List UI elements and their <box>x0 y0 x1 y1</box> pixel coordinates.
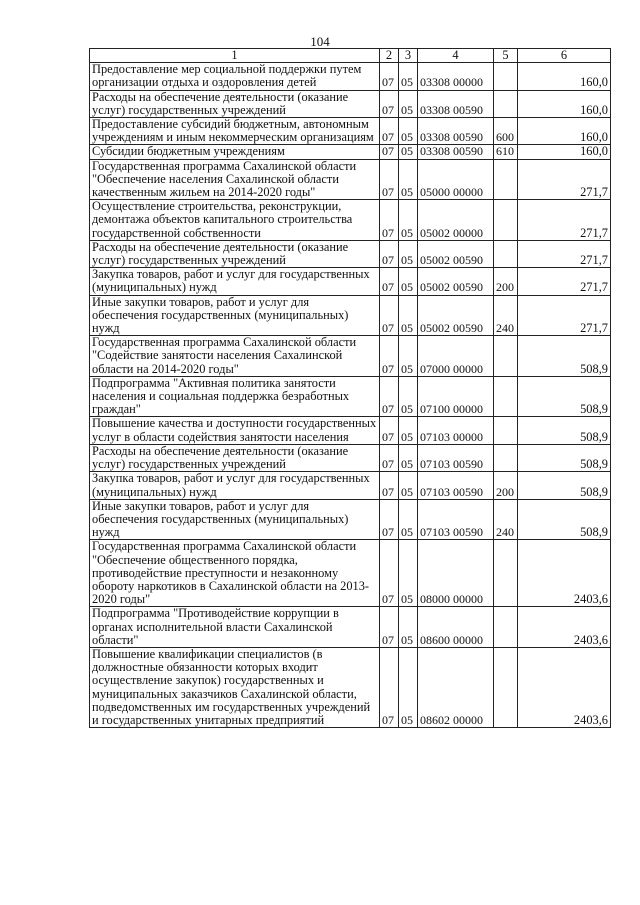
row-name-cell: Предоставление субсидий бюджетным, автономным учреждениям и иным некоммерческим организациям <box>90 118 380 145</box>
row-subsection-cell: 05 <box>399 376 418 417</box>
table-row <box>90 336 611 377</box>
row-subsection-cell: 05 <box>399 647 418 727</box>
row-name-cell: Повышение качества и доступности государственных услуг в области содействия занятости населения <box>90 417 380 444</box>
header-col-5: 5 <box>494 49 518 63</box>
row-amount-cell: 508,9 <box>518 417 611 444</box>
table-row <box>90 295 611 336</box>
row-name-cell: Расходы на обеспечение деятельности (оказание услуг) государственных учреждений <box>90 240 380 267</box>
row-amount-cell: 2403,6 <box>518 607 611 648</box>
row-name-cell: Подпрограмма "Активная политика занятости населения и социальная поддержка безработных граждан" <box>90 376 380 417</box>
row-name-cell: Закупка товаров, работ и услуг для государственных (муниципальных) нужд <box>90 268 380 295</box>
table-row <box>90 268 611 295</box>
row-expense-type-cell: 240 <box>494 295 518 336</box>
row-expense-type-cell <box>494 647 518 727</box>
row-section-cell: 07 <box>380 200 399 241</box>
row-target-article-cell: 07103 00590 <box>418 499 494 540</box>
row-section-cell: 07 <box>380 647 399 727</box>
row-section-cell: 07 <box>380 159 399 200</box>
row-name-cell: Повышение квалификации специалистов (в должностные обязанности которых входит осуществление закупок) государственных и муниципальных заказчиков Сахалинской области, подведомственных им государственных учреждений и государственных унитарных предприятий <box>90 647 380 727</box>
row-section-cell: 07 <box>380 145 399 159</box>
row-target-article-cell: 03308 00590 <box>418 118 494 145</box>
table-row <box>90 159 611 200</box>
row-subsection-cell: 05 <box>399 159 418 200</box>
row-amount-cell: 508,9 <box>518 376 611 417</box>
row-section-cell: 07 <box>380 499 399 540</box>
table-body <box>90 63 611 728</box>
row-name-cell: Иные закупки товаров, работ и услуг для обеспечения государственных (муниципальных) нужд <box>90 295 380 336</box>
row-target-article-cell: 03308 00590 <box>418 90 494 117</box>
table-row <box>90 200 611 241</box>
row-subsection-cell: 05 <box>399 472 418 499</box>
header-col-6: 6 <box>518 49 611 63</box>
row-amount-cell: 508,9 <box>518 336 611 377</box>
row-target-article-cell: 05000 00000 <box>418 159 494 200</box>
row-amount-cell: 508,9 <box>518 444 611 471</box>
row-target-article-cell: 08602 00000 <box>418 647 494 727</box>
row-section-cell: 07 <box>380 336 399 377</box>
row-amount-cell: 160,0 <box>518 118 611 145</box>
table-row <box>90 540 611 607</box>
row-name-cell: Подпрограмма "Противодействие коррупции в органах исполнительной власти Сахалинской области" <box>90 607 380 648</box>
row-section-cell: 07 <box>380 607 399 648</box>
row-expense-type-cell <box>494 607 518 648</box>
table-row <box>90 90 611 117</box>
row-expense-type-cell <box>494 336 518 377</box>
row-expense-type-cell <box>494 200 518 241</box>
row-expense-type-cell <box>494 540 518 607</box>
row-expense-type-cell: 200 <box>494 472 518 499</box>
row-name-cell: Предоставление мер социальной поддержки путем организации отдыха и оздоровления детей <box>90 63 380 90</box>
row-expense-type-cell <box>494 444 518 471</box>
row-section-cell: 07 <box>380 240 399 267</box>
row-section-cell: 07 <box>380 118 399 145</box>
row-target-article-cell: 07103 00590 <box>418 472 494 499</box>
table-row <box>90 118 611 145</box>
row-name-cell: Субсидии бюджетным учреждениям <box>90 145 380 159</box>
row-target-article-cell: 07103 00000 <box>418 417 494 444</box>
row-section-cell: 07 <box>380 90 399 117</box>
table-row <box>90 145 611 159</box>
row-amount-cell: 271,7 <box>518 268 611 295</box>
row-name-cell: Государственная программа Сахалинской области "Содействие занятости населения Сахалинской области на 2014-2020 годы" <box>90 336 380 377</box>
page-number: 104 <box>310 34 330 49</box>
table-row <box>90 499 611 540</box>
row-expense-type-cell <box>494 376 518 417</box>
row-section-cell: 07 <box>380 540 399 607</box>
row-amount-cell: 508,9 <box>518 499 611 540</box>
table-row <box>90 607 611 648</box>
row-amount-cell: 160,0 <box>518 145 611 159</box>
table-header-row <box>90 49 611 63</box>
header-col-2: 2 <box>380 49 399 63</box>
row-section-cell: 07 <box>380 268 399 295</box>
row-target-article-cell: 05002 00590 <box>418 268 494 295</box>
row-expense-type-cell <box>494 63 518 90</box>
row-expense-type-cell: 610 <box>494 145 518 159</box>
row-target-article-cell: 08600 00000 <box>418 607 494 648</box>
row-subsection-cell: 05 <box>399 417 418 444</box>
row-target-article-cell: 07103 00590 <box>418 444 494 471</box>
row-name-cell: Иные закупки товаров, работ и услуг для обеспечения государственных (муниципальных) нужд <box>90 499 380 540</box>
row-target-article-cell: 05002 00000 <box>418 200 494 241</box>
row-subsection-cell: 05 <box>399 336 418 377</box>
row-amount-cell: 271,7 <box>518 200 611 241</box>
row-subsection-cell: 05 <box>399 607 418 648</box>
header-col-1: 1 <box>90 49 380 63</box>
row-target-article-cell: 08000 00000 <box>418 540 494 607</box>
row-subsection-cell: 05 <box>399 499 418 540</box>
row-amount-cell: 271,7 <box>518 295 611 336</box>
header-col-3: 3 <box>399 49 418 63</box>
row-name-cell: Закупка товаров, работ и услуг для государственных (муниципальных) нужд <box>90 472 380 499</box>
row-section-cell: 07 <box>380 376 399 417</box>
row-name-cell: Расходы на обеспечение деятельности (оказание услуг) государственных учреждений <box>90 90 380 117</box>
row-expense-type-cell <box>494 240 518 267</box>
row-section-cell: 07 <box>380 417 399 444</box>
row-subsection-cell: 05 <box>399 444 418 471</box>
row-subsection-cell: 05 <box>399 90 418 117</box>
row-subsection-cell: 05 <box>399 145 418 159</box>
table-row <box>90 472 611 499</box>
header-col-4: 4 <box>418 49 494 63</box>
row-target-article-cell: 07000 00000 <box>418 336 494 377</box>
row-expense-type-cell: 600 <box>494 118 518 145</box>
row-subsection-cell: 05 <box>399 63 418 90</box>
row-subsection-cell: 05 <box>399 200 418 241</box>
row-amount-cell: 160,0 <box>518 90 611 117</box>
row-amount-cell: 2403,6 <box>518 647 611 727</box>
row-section-cell: 07 <box>380 295 399 336</box>
row-subsection-cell: 05 <box>399 268 418 295</box>
row-expense-type-cell <box>494 159 518 200</box>
row-target-article-cell: 07100 00000 <box>418 376 494 417</box>
row-section-cell: 07 <box>380 472 399 499</box>
row-expense-type-cell: 200 <box>494 268 518 295</box>
row-amount-cell: 508,9 <box>518 472 611 499</box>
table-row <box>90 647 611 727</box>
row-subsection-cell: 05 <box>399 295 418 336</box>
row-name-cell: Осуществление строительства, реконструкции, демонтажа объектов капитального строительства государственной собственности <box>90 200 380 241</box>
row-name-cell: Государственная программа Сахалинской области "Обеспечение населения Сахалинской области качественным жильем на 2014-2020 годы" <box>90 159 380 200</box>
table-row <box>90 444 611 471</box>
table-row <box>90 417 611 444</box>
row-amount-cell: 271,7 <box>518 240 611 267</box>
row-target-article-cell: 05002 00590 <box>418 295 494 336</box>
row-amount-cell: 271,7 <box>518 159 611 200</box>
row-target-article-cell: 03308 00590 <box>418 145 494 159</box>
row-section-cell: 07 <box>380 444 399 471</box>
table-row <box>90 240 611 267</box>
row-name-cell: Расходы на обеспечение деятельности (оказание услуг) государственных учреждений <box>90 444 380 471</box>
row-target-article-cell: 03308 00000 <box>418 63 494 90</box>
budget-table <box>89 48 611 728</box>
row-expense-type-cell: 240 <box>494 499 518 540</box>
row-expense-type-cell <box>494 90 518 117</box>
row-subsection-cell: 05 <box>399 540 418 607</box>
row-amount-cell: 160,0 <box>518 63 611 90</box>
row-amount-cell: 2403,6 <box>518 540 611 607</box>
row-target-article-cell: 05002 00590 <box>418 240 494 267</box>
row-name-cell: Государственная программа Сахалинской области "Обеспечение общественного порядка, противодействие преступности и незаконному обороту наркотиков в Сахалинской области на 2013-2020 годы" <box>90 540 380 607</box>
row-expense-type-cell <box>494 417 518 444</box>
table-row <box>90 376 611 417</box>
table-row <box>90 63 611 90</box>
row-subsection-cell: 05 <box>399 118 418 145</box>
row-subsection-cell: 05 <box>399 240 418 267</box>
row-section-cell: 07 <box>380 63 399 90</box>
